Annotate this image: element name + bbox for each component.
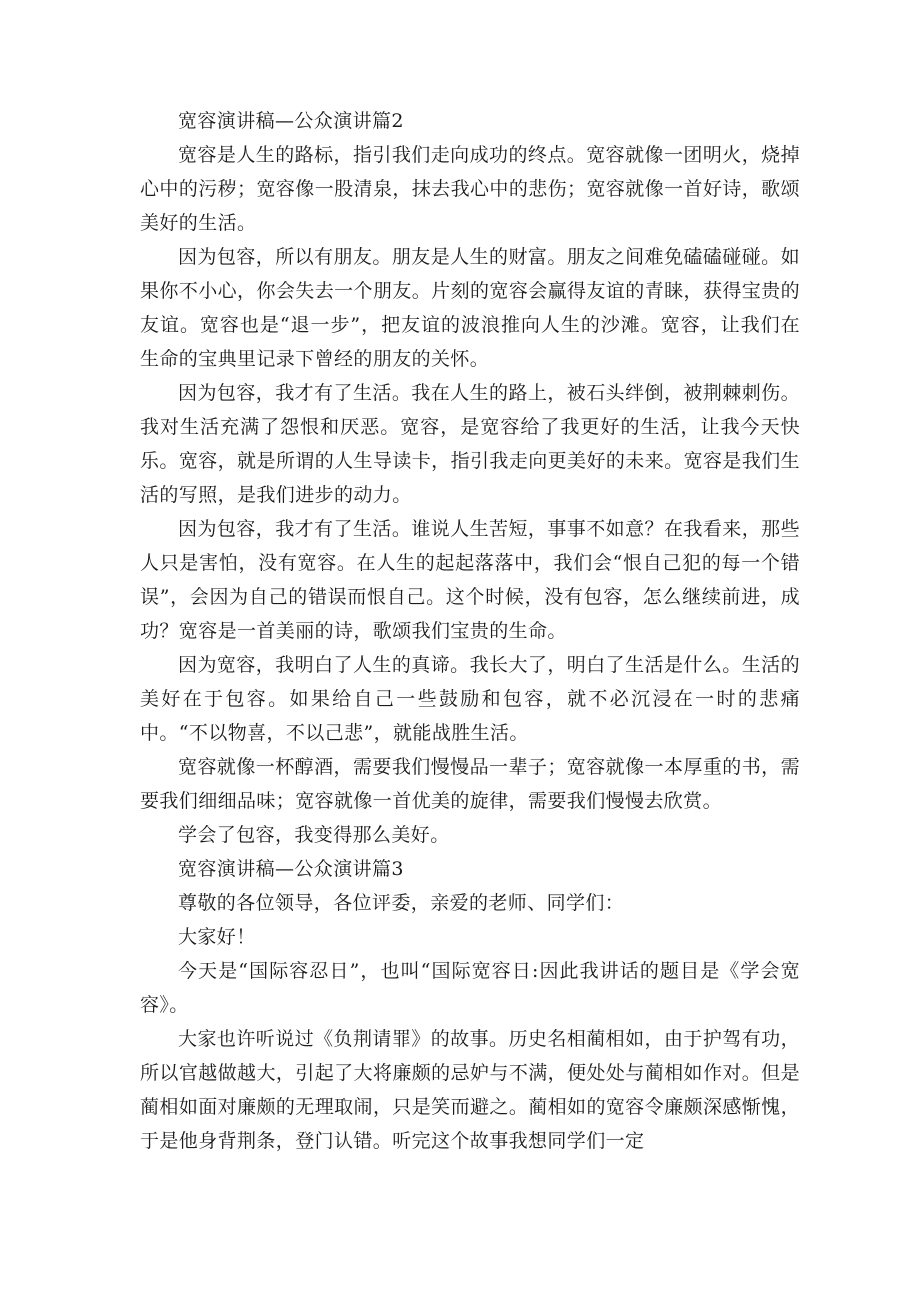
- greeting: 大家好！: [178, 926, 256, 948]
- paragraph: 宽容就像一杯醇酒，需要我们慢慢品一辈子；宽容就像一本厚重的书，需要我们细细品味；宽容就像一首优美的旋律，需要我们慢慢去欣赏。: [140, 756, 800, 812]
- paragraph: 宽容是人生的路标，指引我们走向成功的终点。宽容就像一团明火，烧掉心中的污秽；宽容像一股清泉，抹去我心中的悲伤；宽容就像一首好诗，歌颂美好的生活。: [140, 144, 800, 234]
- paragraph: 因为包容，我才有了生活。谁说人生苦短，事事不如意？在我看来，那些人只是害怕，没有宽容。在人生的起起落落中，我们会“恨自己犯的每一个错误”，会因为自己的错误而恨自己。这个时候，没有包容，怎么继续前进，成功？宽容是一首美丽的诗，歌颂我们宝贵的生命。: [140, 518, 800, 642]
- paragraph: 因为包容，我才有了生活。我在人生的路上，被石头绊倒，被荆棘刺伤。我对生活充满了怨恨和厌恶。宽容，是宽容给了我更好的生活，让我今天快乐。宽容，就是所谓的人生导读卡，指引我走向更美好的未来。宽容是我们生活的写照，是我们进步的动力。: [140, 382, 800, 506]
- paragraph: 因为包容，所以有朋友。朋友是人生的财富。朋友之间难免磕磕碰碰。如果你不小心，你会失去一个朋友。片刻的宽容会赢得友谊的青睐，获得宝贵的友谊。宽容也是“退一步”，把友谊的波浪推向人生的沙滩。宽容，让我们在生命的宝典里记录下曾经的朋友的关怀。: [140, 246, 800, 370]
- section-heading-2: 宽容演讲稿—公众演讲篇2: [178, 110, 404, 132]
- paragraph: 因为宽容，我明白了人生的真谛。我长大了，明白了生活是什么。生活的美好在于包容。如果给自己一些鼓励和包容，就不必沉浸在一时的悲痛中。“不以物喜，不以己悲”，就能战胜生活。: [140, 654, 800, 744]
- paragraph: 学会了包容，我变得那么美好。: [178, 824, 450, 846]
- paragraph: 今天是“国际容忍日”，也叫“国际宽容日:因此我讲话的题目是《学会宽容》。: [140, 960, 800, 1016]
- paragraph: 大家也许听说过《负荆请罪》的故事。历史名相蔺相如，由于护驾有功，所以官越做越大，引起了大将廉颇的忌妒与不满，便处处与蔺相如作对。但是蔺相如面对廉颇的无理取闹，只是笑而避之。蔺相如的宽容令廉颇深感惭愧，于是他身背荆条，登门认错。听完这个故事我想同学们一定: [140, 1028, 800, 1152]
- document-body: [140, 104, 800, 1158]
- section-heading-3: 宽容演讲稿—公众演讲篇3: [178, 858, 404, 880]
- salutation: 尊敬的各位领导，各位评委，亲爱的老师、同学们：: [178, 892, 625, 914]
